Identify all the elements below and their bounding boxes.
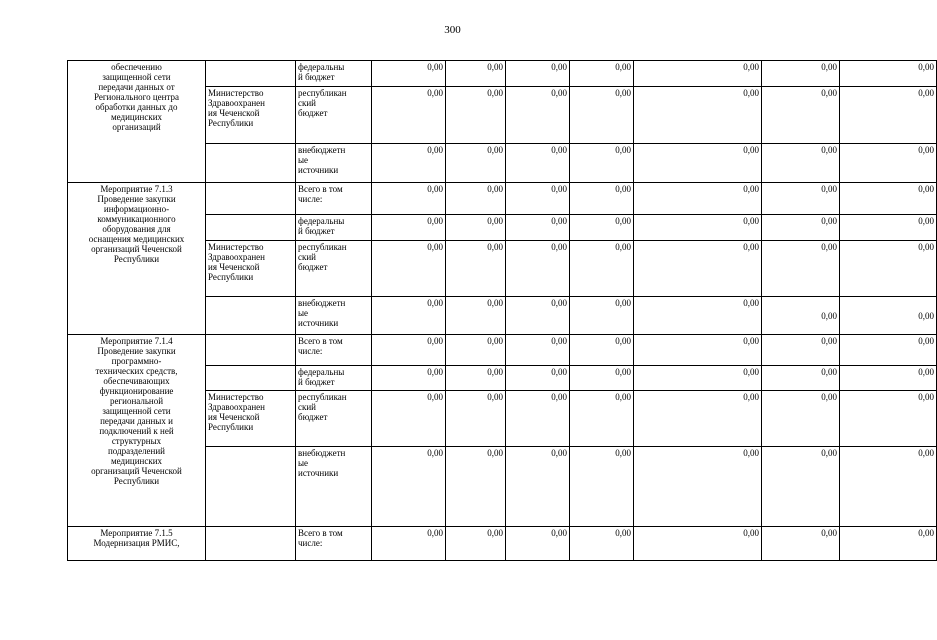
value-cell: 0,00 (446, 297, 506, 335)
value-cell: 0,00 (634, 215, 762, 241)
value-cell: 0,00 (570, 335, 634, 366)
value-cell: 0,00 (840, 335, 937, 366)
value-cell: 0,00 (446, 335, 506, 366)
funding-source-cell: внебюджетн ые источники (296, 447, 372, 527)
value-cell: 0,00 (446, 391, 506, 447)
value-cell: 0,00 (372, 61, 446, 87)
value-cell: 0,00 (634, 241, 762, 297)
value-cell: 0,00 (570, 447, 634, 527)
value-cell: 0,00 (840, 183, 937, 215)
executor-cell: Министерство Здравоохранен ия Чеченской Республики (206, 87, 296, 144)
value-cell: 0,00 (446, 87, 506, 144)
funding-source-cell: федеральны й бюджет (296, 366, 372, 391)
value-cell: 0,00 (372, 391, 446, 447)
executor-cell (206, 366, 296, 391)
value-cell: 0,00 (446, 183, 506, 215)
value-cell: 0,00 (762, 241, 840, 297)
table-row (68, 183, 937, 215)
value-cell: 0,00 (634, 527, 762, 561)
value-cell: 0,00 (506, 447, 570, 527)
value-cell: 0,00 (570, 297, 634, 335)
value-cell: 0,00 (446, 144, 506, 183)
value-cell: 0,00 (634, 61, 762, 87)
value-cell: 0,00 (762, 144, 840, 183)
value-cell: 0,00 (506, 215, 570, 241)
funding-source-cell: внебюджетн ые источники (296, 144, 372, 183)
value-cell: 0,00 (506, 61, 570, 87)
value-cell: 0,00 (570, 144, 634, 183)
value-cell: 0,00 (634, 366, 762, 391)
value-cell: 0,00 (446, 215, 506, 241)
value-cell: 0,00 (372, 241, 446, 297)
value-cell: 0,00 (506, 183, 570, 215)
value-cell: 0,00 (372, 297, 446, 335)
executor-cell (206, 297, 296, 335)
value-cell: 0,00 (506, 297, 570, 335)
value-cell: 0,00 (570, 527, 634, 561)
value-cell: 0,00 (506, 87, 570, 144)
value-cell: 0,00 (506, 527, 570, 561)
executor-cell (206, 144, 296, 183)
funding-source-cell: Всего в том числе: (296, 335, 372, 366)
value-cell: 0,00 (372, 87, 446, 144)
executor-cell (206, 527, 296, 561)
value-cell: 0,00 (840, 215, 937, 241)
measure-cell: Мероприятие 7.1.3 Проведение закупки информационно- коммуникационного оборудования для оснащения медицинских организаций Чеченской Республики (68, 183, 206, 335)
value-cell: 0,00 (762, 183, 840, 215)
value-cell: 0,00 (840, 527, 937, 561)
executor-cell (206, 183, 296, 215)
value-cell: 0,00 (634, 144, 762, 183)
value-cell: 0,00 (840, 241, 937, 297)
value-cell: 0,00 (372, 366, 446, 391)
value-cell: 0,00 (570, 61, 634, 87)
funding-source-cell: республикан ский бюджет (296, 391, 372, 447)
value-cell: 0,00 (762, 61, 840, 87)
value-cell: 0,00 (372, 183, 446, 215)
value-cell: 0,00 (762, 447, 840, 527)
funding-source-cell: внебюджетн ые источники (296, 297, 372, 335)
value-cell: 0,00 (570, 183, 634, 215)
value-cell: 0,00 (634, 183, 762, 215)
value-cell: 0,00 (762, 87, 840, 144)
measure-cell: обеспечению защищенной сети передачи данных от Регионального центра обработки данных до медицинских организаций (68, 61, 206, 183)
value-cell: 0,00 (840, 61, 937, 87)
value-cell: 0,00 (840, 297, 937, 335)
value-cell: 0,00 (634, 335, 762, 366)
value-cell: 0,00 (570, 241, 634, 297)
value-cell: 0,00 (634, 297, 762, 335)
table-row (68, 527, 937, 561)
table-row (68, 61, 937, 87)
budget-table (67, 60, 937, 561)
value-cell: 0,00 (372, 527, 446, 561)
value-cell: 0,00 (840, 366, 937, 391)
value-cell: 0,00 (762, 527, 840, 561)
executor-cell (206, 215, 296, 241)
value-cell: 0,00 (372, 447, 446, 527)
value-cell: 0,00 (446, 61, 506, 87)
table-row (68, 335, 937, 366)
executor-cell (206, 61, 296, 87)
value-cell: 0,00 (506, 366, 570, 391)
measure-cell: Мероприятие 7.1.5 Модернизация РМИС, (68, 527, 206, 561)
page-number: 300 (444, 24, 461, 36)
value-cell: 0,00 (446, 366, 506, 391)
value-cell: 0,00 (840, 144, 937, 183)
value-cell: 0,00 (762, 391, 840, 447)
funding-source-cell: республикан ский бюджет (296, 87, 372, 144)
executor-cell (206, 335, 296, 366)
value-cell: 0,00 (762, 297, 840, 335)
funding-source-cell: Всего в том числе: (296, 527, 372, 561)
value-cell: 0,00 (446, 447, 506, 527)
funding-source-cell: Всего в том числе: (296, 183, 372, 215)
value-cell: 0,00 (762, 335, 840, 366)
measure-cell: Мероприятие 7.1.4 Проведение закупки программно- технических средств, обеспечивающих функционирование региональной защищенной сети передачи данных и подключений к ней структурных подразделений медицинских организаций Чеченской Республики (68, 335, 206, 527)
value-cell: 0,00 (840, 391, 937, 447)
value-cell: 0,00 (506, 335, 570, 366)
executor-cell: Министерство Здравоохранен ия Чеченской Республики (206, 241, 296, 297)
value-cell: 0,00 (634, 87, 762, 144)
funding-source-cell: федеральны й бюджет (296, 215, 372, 241)
value-cell: 0,00 (762, 366, 840, 391)
value-cell: 0,00 (634, 447, 762, 527)
value-cell: 0,00 (570, 366, 634, 391)
value-cell: 0,00 (372, 144, 446, 183)
value-cell: 0,00 (372, 335, 446, 366)
value-cell: 0,00 (840, 87, 937, 144)
value-cell: 0,00 (372, 215, 446, 241)
funding-source-cell: республикан ский бюджет (296, 241, 372, 297)
value-cell: 0,00 (570, 391, 634, 447)
executor-cell (206, 447, 296, 527)
value-cell: 0,00 (570, 87, 634, 144)
value-cell: 0,00 (446, 527, 506, 561)
value-cell: 0,00 (506, 391, 570, 447)
value-cell: 0,00 (506, 241, 570, 297)
executor-cell: Министерство Здравоохранен ия Чеченской Республики (206, 391, 296, 447)
value-cell: 0,00 (506, 144, 570, 183)
value-cell: 0,00 (762, 215, 840, 241)
funding-source-cell: федеральны й бюджет (296, 61, 372, 87)
value-cell: 0,00 (840, 447, 937, 527)
value-cell: 0,00 (634, 391, 762, 447)
value-cell: 0,00 (570, 215, 634, 241)
value-cell: 0,00 (446, 241, 506, 297)
